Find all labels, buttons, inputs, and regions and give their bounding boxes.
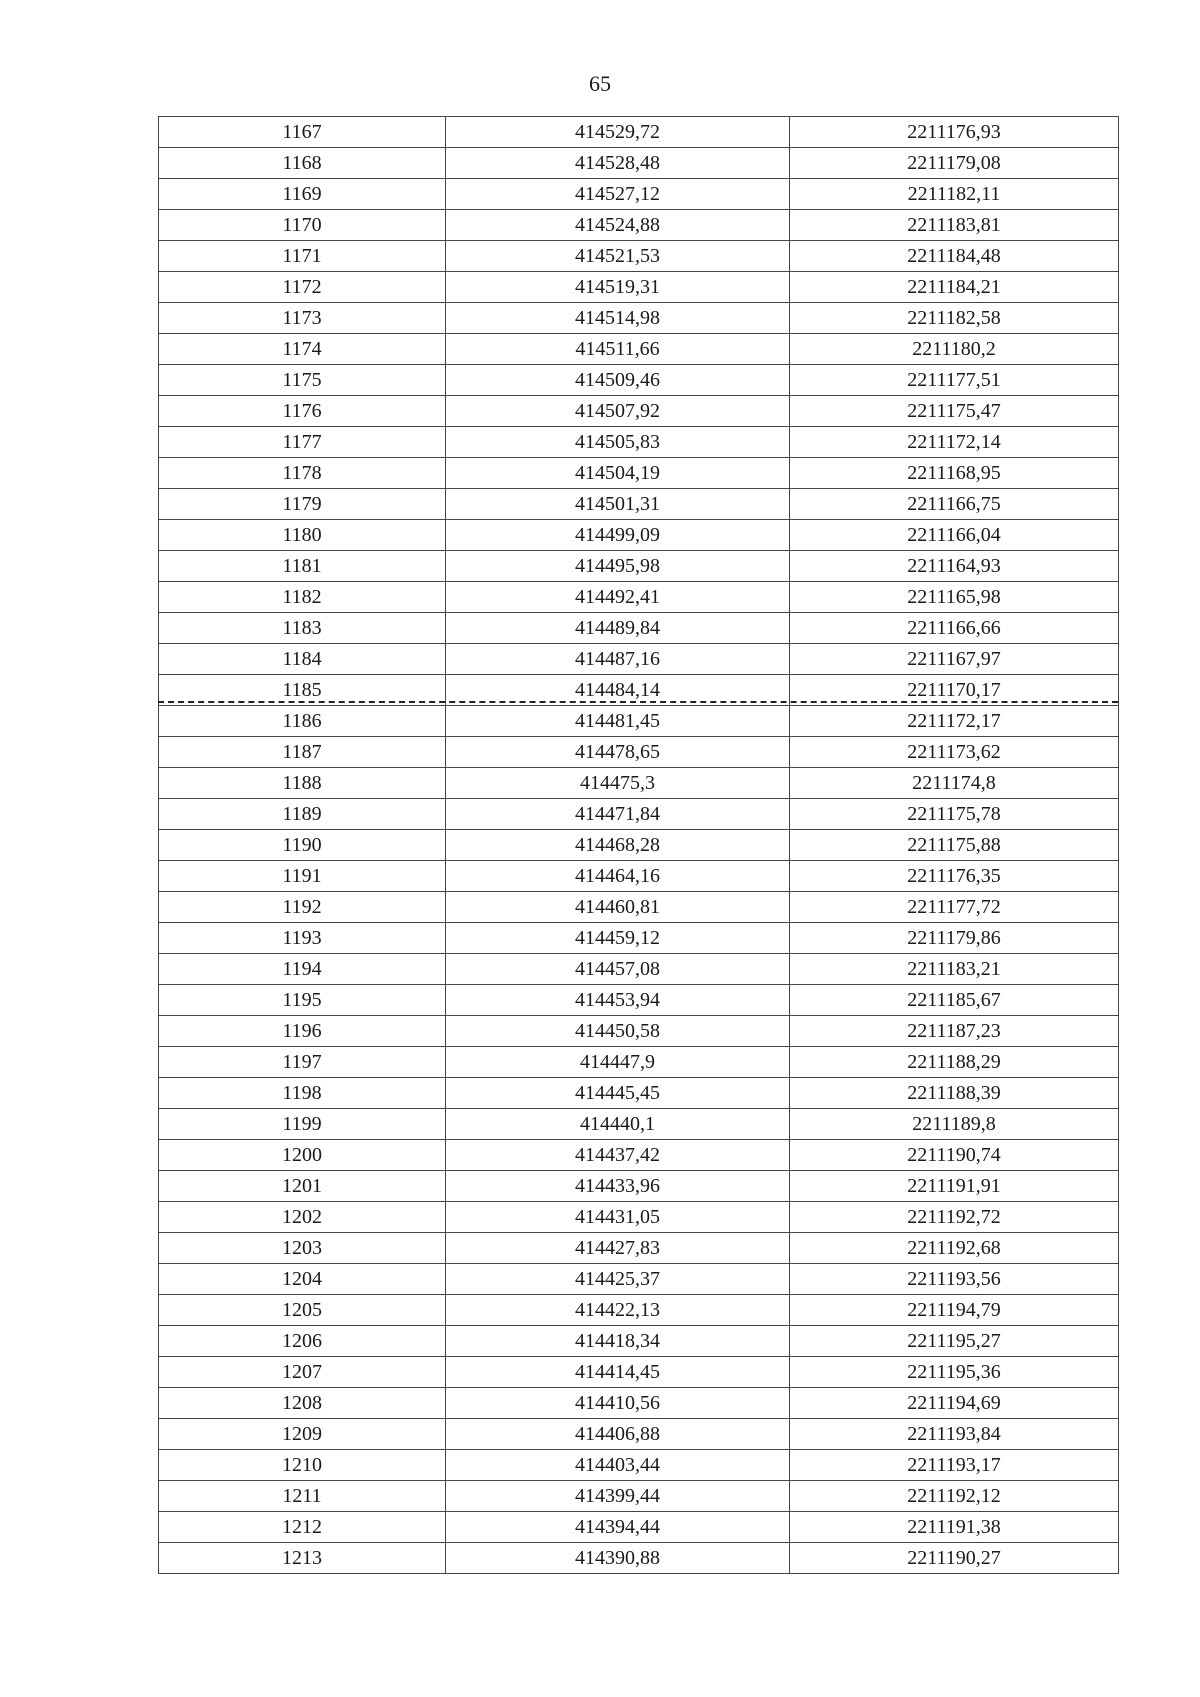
point-number-cell: 1167 xyxy=(159,117,446,148)
x-coordinate-cell: 414487,16 xyxy=(446,644,790,675)
table-row xyxy=(159,1140,1119,1171)
y-coordinate-cell: 2211193,56 xyxy=(790,1264,1119,1295)
table-row xyxy=(159,1109,1119,1140)
point-number-cell: 1176 xyxy=(159,396,446,427)
y-coordinate-cell: 2211184,48 xyxy=(790,241,1119,272)
table-row xyxy=(159,1047,1119,1078)
table-row xyxy=(159,613,1119,644)
table-row xyxy=(159,272,1119,303)
table-row xyxy=(159,117,1119,148)
point-number-cell: 1199 xyxy=(159,1109,446,1140)
table-row xyxy=(159,923,1119,954)
x-coordinate-cell: 414459,12 xyxy=(446,923,790,954)
x-coordinate-cell: 414489,84 xyxy=(446,613,790,644)
table-row xyxy=(159,1078,1119,1109)
point-number-cell: 1196 xyxy=(159,1016,446,1047)
point-number-cell: 1195 xyxy=(159,985,446,1016)
point-number-cell: 1179 xyxy=(159,489,446,520)
x-coordinate-cell: 414422,13 xyxy=(446,1295,790,1326)
x-coordinate-cell: 414440,1 xyxy=(446,1109,790,1140)
x-coordinate-cell: 414410,56 xyxy=(446,1388,790,1419)
x-coordinate-cell: 414529,72 xyxy=(446,117,790,148)
x-coordinate-cell: 414478,65 xyxy=(446,737,790,768)
x-coordinate-cell: 414418,34 xyxy=(446,1326,790,1357)
x-coordinate-cell: 414403,44 xyxy=(446,1450,790,1481)
point-number-cell: 1169 xyxy=(159,179,446,210)
table-row xyxy=(159,148,1119,179)
y-coordinate-cell: 2211194,79 xyxy=(790,1295,1119,1326)
y-coordinate-cell: 2211177,51 xyxy=(790,365,1119,396)
table-row xyxy=(159,1481,1119,1512)
point-number-cell: 1194 xyxy=(159,954,446,985)
y-coordinate-cell: 2211192,12 xyxy=(790,1481,1119,1512)
point-number-cell: 1203 xyxy=(159,1233,446,1264)
x-coordinate-cell: 414437,42 xyxy=(446,1140,790,1171)
y-coordinate-cell: 2211185,67 xyxy=(790,985,1119,1016)
x-coordinate-cell: 414471,84 xyxy=(446,799,790,830)
table-row xyxy=(159,1233,1119,1264)
y-coordinate-cell: 2211175,78 xyxy=(790,799,1119,830)
y-coordinate-cell: 2211179,08 xyxy=(790,148,1119,179)
table-row xyxy=(159,644,1119,675)
table-row xyxy=(159,551,1119,582)
table-row xyxy=(159,768,1119,799)
point-number-cell: 1181 xyxy=(159,551,446,582)
x-coordinate-cell: 414481,45 xyxy=(446,706,790,737)
x-coordinate-cell: 414464,16 xyxy=(446,861,790,892)
point-number-cell: 1182 xyxy=(159,582,446,613)
x-coordinate-cell: 414484,14 xyxy=(446,675,790,706)
x-coordinate-cell: 414528,48 xyxy=(446,148,790,179)
y-coordinate-cell: 2211175,88 xyxy=(790,830,1119,861)
x-coordinate-cell: 414527,12 xyxy=(446,179,790,210)
point-number-cell: 1189 xyxy=(159,799,446,830)
y-coordinate-cell: 2211191,38 xyxy=(790,1512,1119,1543)
point-number-cell: 1204 xyxy=(159,1264,446,1295)
point-number-cell: 1192 xyxy=(159,892,446,923)
point-number-cell: 1198 xyxy=(159,1078,446,1109)
y-coordinate-cell: 2211193,17 xyxy=(790,1450,1119,1481)
table-row xyxy=(159,365,1119,396)
y-coordinate-cell: 2211193,84 xyxy=(790,1419,1119,1450)
table-row xyxy=(159,241,1119,272)
y-coordinate-cell: 2211170,17 xyxy=(790,675,1119,706)
y-coordinate-cell: 2211183,81 xyxy=(790,210,1119,241)
point-number-cell: 1209 xyxy=(159,1419,446,1450)
table-row xyxy=(159,1357,1119,1388)
y-coordinate-cell: 2211166,04 xyxy=(790,520,1119,551)
y-coordinate-cell: 2211166,66 xyxy=(790,613,1119,644)
x-coordinate-cell: 414495,98 xyxy=(446,551,790,582)
y-coordinate-cell: 2211172,14 xyxy=(790,427,1119,458)
x-coordinate-cell: 414447,9 xyxy=(446,1047,790,1078)
point-number-cell: 1188 xyxy=(159,768,446,799)
y-coordinate-cell: 2211192,72 xyxy=(790,1202,1119,1233)
x-coordinate-cell: 414399,44 xyxy=(446,1481,790,1512)
point-number-cell: 1193 xyxy=(159,923,446,954)
table-row xyxy=(159,1543,1119,1574)
x-coordinate-cell: 414453,94 xyxy=(446,985,790,1016)
table-row xyxy=(159,1512,1119,1543)
table-row xyxy=(159,582,1119,613)
table-row xyxy=(159,1264,1119,1295)
point-number-cell: 1174 xyxy=(159,334,446,365)
y-coordinate-cell: 2211175,47 xyxy=(790,396,1119,427)
x-coordinate-cell: 414521,53 xyxy=(446,241,790,272)
point-number-cell: 1205 xyxy=(159,1295,446,1326)
x-coordinate-cell: 414504,19 xyxy=(446,458,790,489)
point-number-cell: 1184 xyxy=(159,644,446,675)
y-coordinate-cell: 2211188,29 xyxy=(790,1047,1119,1078)
y-coordinate-cell: 2211182,11 xyxy=(790,179,1119,210)
x-coordinate-cell: 414505,83 xyxy=(446,427,790,458)
point-number-cell: 1206 xyxy=(159,1326,446,1357)
point-number-cell: 1201 xyxy=(159,1171,446,1202)
x-coordinate-cell: 414425,37 xyxy=(446,1264,790,1295)
table-row xyxy=(159,892,1119,923)
point-number-cell: 1210 xyxy=(159,1450,446,1481)
table-row xyxy=(159,210,1119,241)
y-coordinate-cell: 2211180,2 xyxy=(790,334,1119,365)
y-coordinate-cell: 2211167,97 xyxy=(790,644,1119,675)
y-coordinate-cell: 2211190,27 xyxy=(790,1543,1119,1574)
scan-dash-line xyxy=(158,701,1118,703)
point-number-cell: 1200 xyxy=(159,1140,446,1171)
y-coordinate-cell: 2211174,8 xyxy=(790,768,1119,799)
x-coordinate-cell: 414501,31 xyxy=(446,489,790,520)
table-row xyxy=(159,985,1119,1016)
table-row xyxy=(159,706,1119,737)
page-number: 65 xyxy=(589,71,611,96)
y-coordinate-cell: 2211189,8 xyxy=(790,1109,1119,1140)
x-coordinate-cell: 414457,08 xyxy=(446,954,790,985)
x-coordinate-cell: 414468,28 xyxy=(446,830,790,861)
point-number-cell: 1197 xyxy=(159,1047,446,1078)
y-coordinate-cell: 2211165,98 xyxy=(790,582,1119,613)
x-coordinate-cell: 414499,09 xyxy=(446,520,790,551)
table-row xyxy=(159,1388,1119,1419)
y-coordinate-cell: 2211176,35 xyxy=(790,861,1119,892)
y-coordinate-cell: 2211183,21 xyxy=(790,954,1119,985)
y-coordinate-cell: 2211187,23 xyxy=(790,1016,1119,1047)
table-row xyxy=(159,396,1119,427)
x-coordinate-cell: 414394,44 xyxy=(446,1512,790,1543)
point-number-cell: 1177 xyxy=(159,427,446,458)
point-number-cell: 1213 xyxy=(159,1543,446,1574)
y-coordinate-cell: 2211182,58 xyxy=(790,303,1119,334)
point-number-cell: 1170 xyxy=(159,210,446,241)
y-coordinate-cell: 2211184,21 xyxy=(790,272,1119,303)
x-coordinate-cell: 414511,66 xyxy=(446,334,790,365)
x-coordinate-cell: 414524,88 xyxy=(446,210,790,241)
table-row xyxy=(159,737,1119,768)
table-row xyxy=(159,489,1119,520)
x-coordinate-cell: 414431,05 xyxy=(446,1202,790,1233)
table-row xyxy=(159,830,1119,861)
x-coordinate-cell: 414460,81 xyxy=(446,892,790,923)
point-number-cell: 1202 xyxy=(159,1202,446,1233)
y-coordinate-cell: 2211191,91 xyxy=(790,1171,1119,1202)
y-coordinate-cell: 2211179,86 xyxy=(790,923,1119,954)
x-coordinate-cell: 414433,96 xyxy=(446,1171,790,1202)
x-coordinate-cell: 414414,45 xyxy=(446,1357,790,1388)
table-row xyxy=(159,1450,1119,1481)
table-row xyxy=(159,1419,1119,1450)
y-coordinate-cell: 2211172,17 xyxy=(790,706,1119,737)
point-number-cell: 1168 xyxy=(159,148,446,179)
table-row xyxy=(159,954,1119,985)
x-coordinate-cell: 414509,46 xyxy=(446,365,790,396)
table-row xyxy=(159,1295,1119,1326)
y-coordinate-cell: 2211177,72 xyxy=(790,892,1119,923)
y-coordinate-cell: 2211190,74 xyxy=(790,1140,1119,1171)
point-number-cell: 1171 xyxy=(159,241,446,272)
y-coordinate-cell: 2211188,39 xyxy=(790,1078,1119,1109)
table-row xyxy=(159,1202,1119,1233)
table-row xyxy=(159,1171,1119,1202)
point-number-cell: 1212 xyxy=(159,1512,446,1543)
y-coordinate-cell: 2211166,75 xyxy=(790,489,1119,520)
x-coordinate-cell: 414390,88 xyxy=(446,1543,790,1574)
x-coordinate-cell: 414519,31 xyxy=(446,272,790,303)
table-row xyxy=(159,179,1119,210)
point-number-cell: 1208 xyxy=(159,1388,446,1419)
table-row xyxy=(159,334,1119,365)
point-number-cell: 1180 xyxy=(159,520,446,551)
point-number-cell: 1183 xyxy=(159,613,446,644)
table-row xyxy=(159,1326,1119,1357)
point-number-cell: 1211 xyxy=(159,1481,446,1512)
table-row xyxy=(159,1016,1119,1047)
x-coordinate-cell: 414450,58 xyxy=(446,1016,790,1047)
point-number-cell: 1172 xyxy=(159,272,446,303)
x-coordinate-cell: 414507,92 xyxy=(446,396,790,427)
point-number-cell: 1190 xyxy=(159,830,446,861)
x-coordinate-cell: 414406,88 xyxy=(446,1419,790,1450)
coordinates-table xyxy=(158,116,1119,1574)
x-coordinate-cell: 414475,3 xyxy=(446,768,790,799)
x-coordinate-cell: 414445,45 xyxy=(446,1078,790,1109)
point-number-cell: 1175 xyxy=(159,365,446,396)
coordinates-table-body xyxy=(159,117,1119,1574)
y-coordinate-cell: 2211195,27 xyxy=(790,1326,1119,1357)
y-coordinate-cell: 2211194,69 xyxy=(790,1388,1119,1419)
point-number-cell: 1207 xyxy=(159,1357,446,1388)
point-number-cell: 1185 xyxy=(159,675,446,706)
table-row xyxy=(159,520,1119,551)
table-row xyxy=(159,861,1119,892)
y-coordinate-cell: 2211168,95 xyxy=(790,458,1119,489)
point-number-cell: 1178 xyxy=(159,458,446,489)
point-number-cell: 1191 xyxy=(159,861,446,892)
point-number-cell: 1186 xyxy=(159,706,446,737)
point-number-cell: 1187 xyxy=(159,737,446,768)
y-coordinate-cell: 2211195,36 xyxy=(790,1357,1119,1388)
y-coordinate-cell: 2211192,68 xyxy=(790,1233,1119,1264)
x-coordinate-cell: 414427,83 xyxy=(446,1233,790,1264)
table-row xyxy=(159,303,1119,334)
table-row xyxy=(159,458,1119,489)
y-coordinate-cell: 2211173,62 xyxy=(790,737,1119,768)
y-coordinate-cell: 2211164,93 xyxy=(790,551,1119,582)
x-coordinate-cell: 414492,41 xyxy=(446,582,790,613)
table-row xyxy=(159,427,1119,458)
y-coordinate-cell: 2211176,93 xyxy=(790,117,1119,148)
x-coordinate-cell: 414514,98 xyxy=(446,303,790,334)
point-number-cell: 1173 xyxy=(159,303,446,334)
table-row xyxy=(159,799,1119,830)
